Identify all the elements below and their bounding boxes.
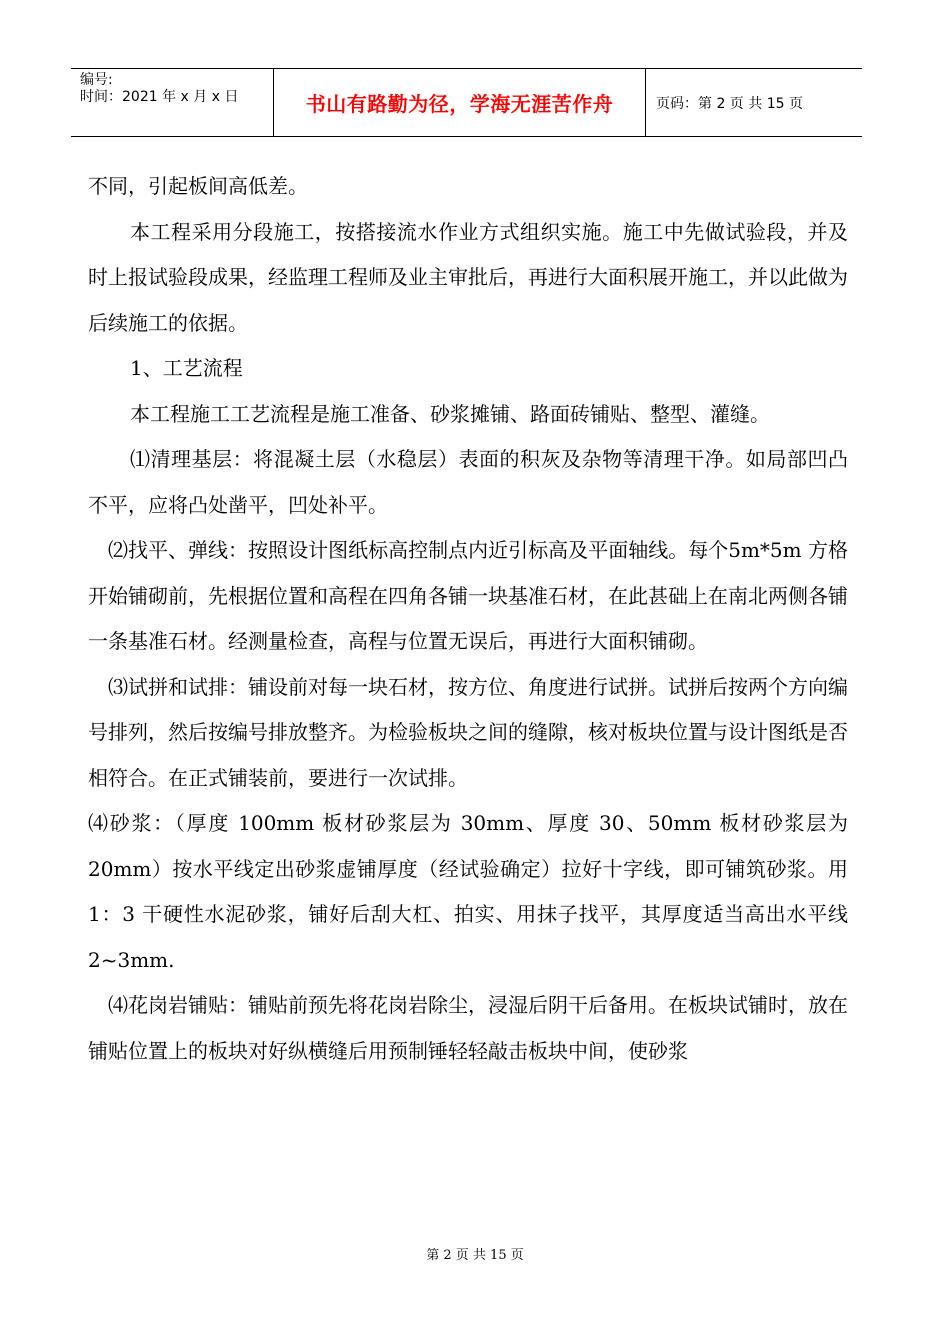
page-header — [71, 68, 862, 137]
paragraph: ⑵找平、弹线：按照设计图纸标高控制点内近引标高及平面轴线。每个5m*5m 方格开始铺砌前，先根据位置和高程在四角各铺一块基准石材，在此甚础上在南北两侧各铺一条基准石材。经测量检查，高程与位置无误后，再进行大面积铺砌。 — [88, 538, 848, 653]
paragraph: 本工程采用分段施工，按搭接流水作业方式组织实施。施工中先做试验段，并及时上报试验段成果，经监理工程师及业主审批后，再进行大面积展开施工，并以此做为后续施工的依据。 — [88, 219, 848, 335]
paragraph: ⑷花岗岩铺贴：铺贴前预先将花岗岩除尘，浸湿后阴干后备用。在板块试铺时，放在铺贴位置上的板块对好纵横缝后用预制锤轻轻敲击板块中间，使砂浆 — [88, 993, 848, 1063]
paragraph: 不同，引起板间高低差。 — [88, 174, 308, 198]
document-number-label: 编号: — [80, 72, 113, 88]
section-heading: 1、工艺流程 — [130, 356, 243, 380]
header-motto: 书山有路勤为径，学海无涯苦作舟 — [274, 69, 646, 136]
paragraph: ⑴清理基层：将混凝土层（水稳层）表面的积灰及杂物等清理干净。如局部凹凸不平，应将凸处凿平，凹处补平。 — [88, 447, 848, 517]
document-date: 时间：2021 年 x 月 x 日 — [80, 89, 239, 105]
paragraph: ⑷砂浆：（厚度 100mm 板材砂浆层为 30mm、厚度 30、50mm 板材砂浆层为 20mm）按水平线定出砂浆虚铺厚度（经试验确定）拉好十字线，即可铺筑砂浆。用 1：3 干硬性水泥砂浆，铺好后刮大杠、拍实、用抹子找平，其厚度适当高出水平线 2~3mm. — [88, 811, 848, 972]
paragraph: ⑶试拼和试排：铺设前对每一块石材，按方位、角度进行试拼。试拼后按两个方向编号排列，然后按编号排放整齐。为检验板块之间的缝隙，核对板块位置与设计图纸是否相符合。在正式铺装前，要进行一次试排。 — [88, 674, 848, 790]
header-meta — [71, 69, 274, 136]
document-body — [88, 164, 848, 1074]
header-page-number: 页码：第 2 页 共 15 页 — [656, 95, 803, 112]
paragraph: 本工程施工工艺流程是施工准备、砂浆摊铺、路面砖铺贴、整型、灌缝。 — [130, 401, 770, 426]
page-footer: 第 2 页 共 15 页 — [426, 1248, 524, 1263]
